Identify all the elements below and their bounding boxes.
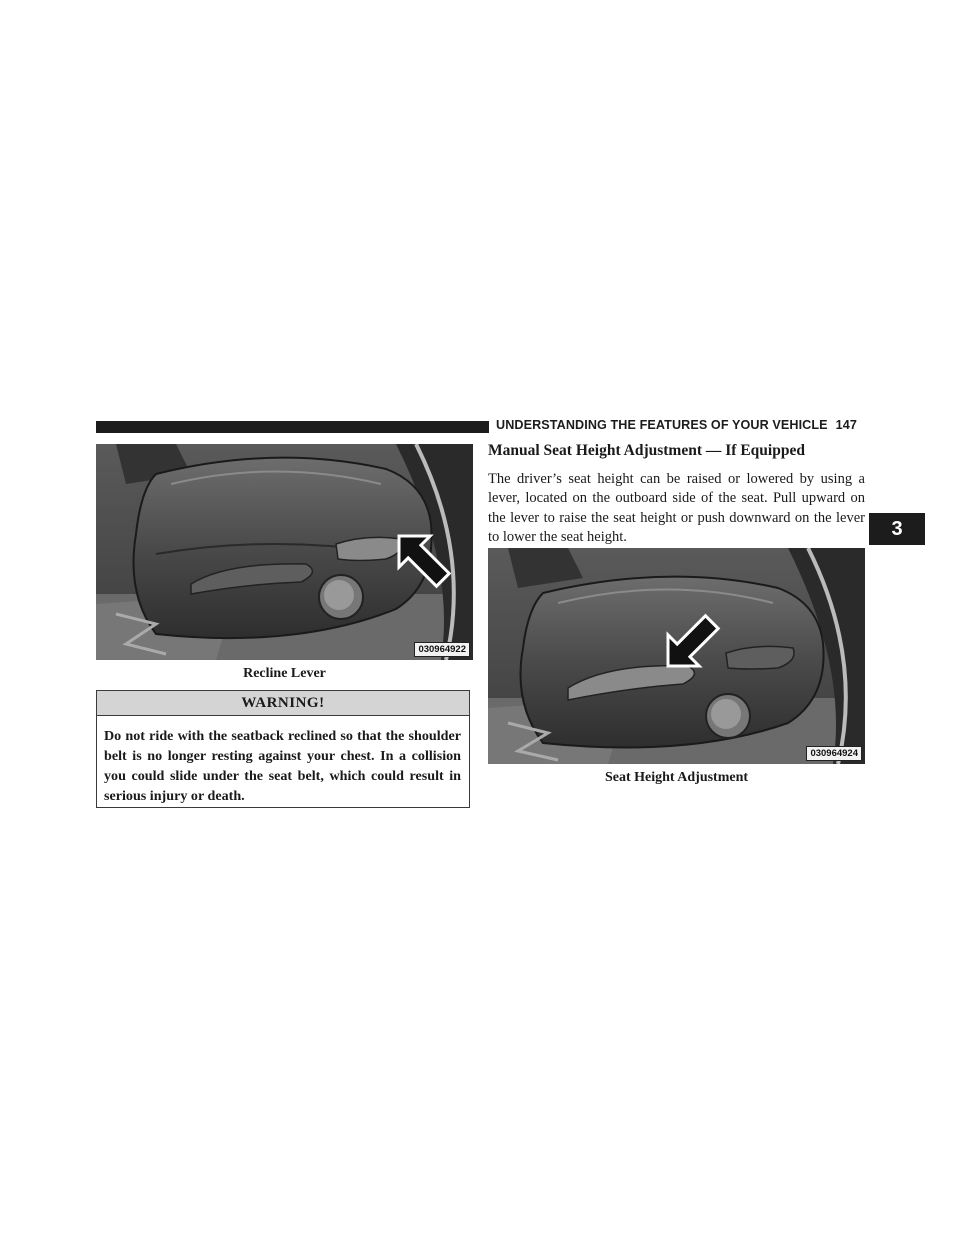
header-rule [96, 421, 489, 433]
warning-title: WARNING! [97, 691, 469, 716]
figure-id: 030964924 [806, 746, 862, 761]
warning-text: Do not ride with the seatback reclined so that the shoulder belt is no longer resting against your chest. In a collision you could slide under the seat belt, which could result in serious injury or death. [104, 728, 461, 804]
section-heading: Manual Seat Height Adjustment — If Equipped [488, 442, 805, 459]
figure-caption-seat-height: Seat Height Adjustment [604, 770, 749, 785]
warning-box [96, 690, 470, 808]
recline-lever-illustration [96, 444, 473, 660]
figure-id: 030964922 [414, 642, 470, 657]
section-paragraph: The driver’s seat height can be raised or lowered by using a lever, located on the outboard side of the seat. Pull upward on the lever to raise the seat height or push downward on the lever to lower the seat height. [488, 471, 865, 545]
recline-lever-figure [96, 444, 473, 660]
seat-height-illustration [488, 548, 865, 764]
page-number: 147 [835, 418, 857, 432]
running-header-title: UNDERSTANDING THE FEATURES OF YOUR VEHICLE [496, 418, 828, 432]
figure-caption-recline-lever: Recline Lever [243, 666, 326, 681]
seat-height-figure [488, 548, 865, 764]
chapter-tab: 3 [869, 513, 925, 545]
running-header [496, 418, 866, 436]
